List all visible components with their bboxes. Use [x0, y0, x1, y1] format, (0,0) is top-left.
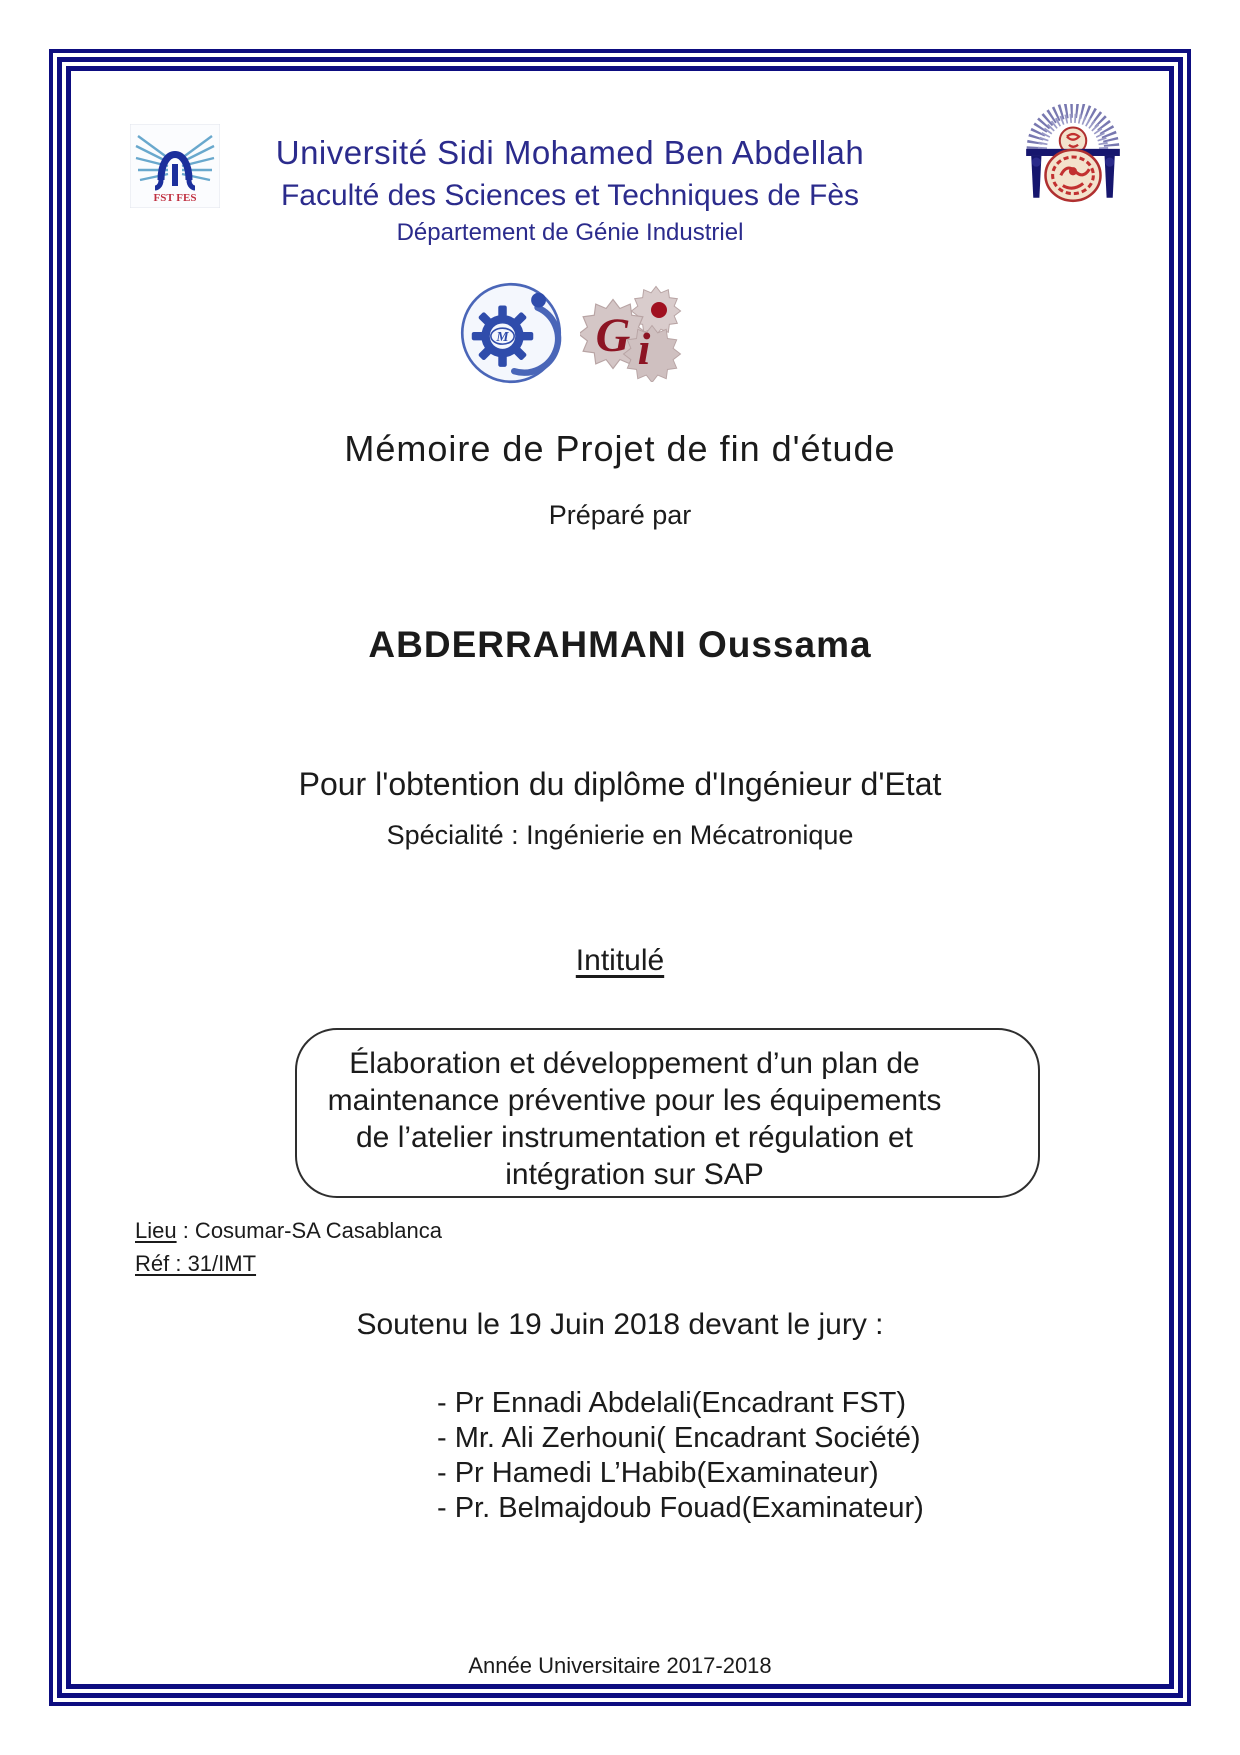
jury-member: - Pr Ennadi Abdelali(Encadrant FST) [437, 1387, 907, 1419]
thesis-title-box [295, 1028, 1040, 1198]
thesis-title-line-2: maintenance préventive pour les équipements [327, 1084, 942, 1117]
degree-line: Pour l'obtention du diplôme d'Ingénieur d'Etat [298, 766, 942, 802]
thesis-title-line-1: Élaboration et développement d’un plan de [349, 1047, 920, 1080]
fst-logo-caption: FST FES [153, 192, 197, 204]
specialty-line: Spécialité : Ingénierie en Mécatronique [386, 820, 854, 850]
university-name: Université Sidi Mohamed Ben Abdellah [275, 134, 865, 171]
gi-starburst-icon [580, 284, 686, 382]
faculty-name: Faculté des Sciences et Techniques de Fès [280, 179, 860, 212]
intitule-heading [0, 944, 1240, 978]
thesis-title-line-4: intégration sur SAP [505, 1158, 764, 1191]
usmba-emblem-icon [1018, 104, 1128, 210]
gear-m-icon [452, 280, 570, 386]
document-type-title: Mémoire de Projet de fin d'étude [344, 428, 896, 469]
gear-logo-letter: M [496, 328, 509, 344]
defense-jury-heading: Soutenu le 19 Juin 2018 devant le jury : [356, 1308, 884, 1341]
mechatronics-gear-logo [452, 280, 570, 386]
reference-line: Réf : 31/IMT [135, 1251, 257, 1276]
prepared-by-label: Préparé par [548, 500, 692, 530]
thesis-title-text [297, 1030, 1038, 1193]
gi-genie-industriel-logo [580, 284, 686, 382]
location-label: Lieu [135, 1218, 177, 1243]
academic-year-footer: Année Universitaire 2017-2018 [468, 1653, 772, 1678]
department-name: Département de Génie Industriel [396, 219, 744, 246]
header-block [50, 134, 1090, 247]
gi-letter-g: G [595, 309, 631, 362]
location-value: : Cosumar-SA Casablanca [176, 1218, 442, 1243]
location-line [135, 1218, 442, 1244]
thesis-title-line-3: de l’atelier instrumentation et régulation et [356, 1121, 913, 1154]
author-name: ABDERRAHMANI Oussama [368, 624, 872, 665]
gi-letter-i: i [637, 323, 651, 374]
jury-list [437, 1386, 924, 1526]
jury-member: - Mr. Ali Zerhouni( Encadrant Société) [437, 1422, 921, 1454]
jury-member: - Pr Hamedi L’Habib(Examinateur) [437, 1457, 879, 1489]
usmba-emblem [1018, 104, 1128, 210]
jury-member: - Pr. Belmajdoub Fouad(Examinateur) [437, 1492, 924, 1524]
intitule-label: Intitulé [575, 944, 665, 977]
